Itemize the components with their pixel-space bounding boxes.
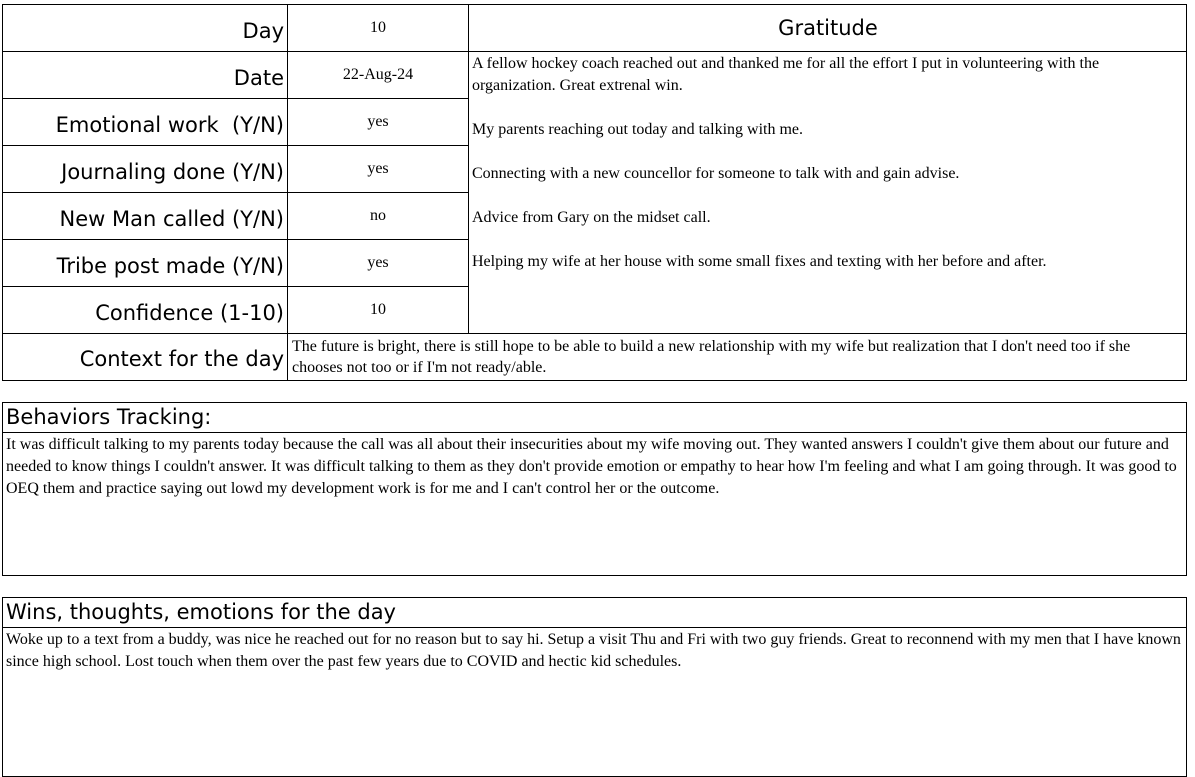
gratitude-item-4[interactable]: Advice from Gary on the midset call. xyxy=(472,209,711,226)
emotional-work-value[interactable]: yes xyxy=(367,112,389,130)
context-label: Context for the day xyxy=(79,346,284,371)
new-man-called-value[interactable]: no xyxy=(370,206,386,224)
journaling-label: Journaling done (Y/N) xyxy=(61,160,284,184)
wins-text[interactable]: Woke up to a text from a buddy, was nice he reached out for no reason but to say hi. Setup a visit Thu and Fri with two guy friends. Great to reconnend with my men that I have known since high school. Lost touch when them over the past few years due to COVID and hectic kid schedules. xyxy=(6,631,1181,670)
gratitude-title: Gratitude xyxy=(778,15,878,40)
date-label: Date xyxy=(233,66,284,90)
journaling-value[interactable]: yes xyxy=(367,159,389,177)
behaviors-title: Behaviors Tracking: xyxy=(6,405,212,429)
tribe-post-value[interactable]: yes xyxy=(367,253,389,271)
gratitude-item-1[interactable]: A fellow hockey coach reached out and thanked me for all the effort I put in volunteering with the organization. Great extrenal win. xyxy=(472,55,1100,94)
behaviors-text[interactable]: It was difficult talking to my parents today because the call was all about their insecurities about my wife moving out. They wanted answers I couldn't give them about our future and needed to know things I couldn't answer. It was difficult talking to them as they don't provide emotion or empathy to hear how I'm feeling and what I am going through. It was good to OEQ them and practice saying out lowd my development work is for me and I can't control her or the outcome. xyxy=(6,436,1177,497)
behaviors-header-line xyxy=(2,432,1187,433)
gratitude-item-2[interactable]: My parents reaching out today and talking with me. xyxy=(472,121,804,138)
tribe-post-label: Tribe post made (Y/N) xyxy=(56,254,284,278)
wins-header-line xyxy=(2,627,1187,628)
emotional-work-label: Emotional work (Y/N) xyxy=(55,113,284,137)
gratitude-item-5[interactable]: Helping my wife at her house with some small fixes and texting with her before and after. xyxy=(472,253,1047,270)
wins-section xyxy=(2,597,1187,777)
confidence-value[interactable]: 10 xyxy=(370,300,386,318)
date-value[interactable]: 22-Aug-24 xyxy=(342,65,414,83)
new-man-called-label: New Man called (Y/N) xyxy=(59,207,284,231)
gratitude-item-3[interactable]: Connecting with a new councellor for someone to talk with and gain advise. xyxy=(472,165,960,182)
day-value[interactable]: 10 xyxy=(370,18,386,36)
context-text[interactable]: The future is bright, there is still hope to be able to build a new relationship with my wife but realization that I don't need too if she chooses not too or if I'm not ready/able. xyxy=(292,338,1131,376)
day-label: Day xyxy=(242,19,284,43)
wins-title: Wins, thoughts, emotions for the day xyxy=(6,600,396,624)
confidence-label: Confidence (1-10) xyxy=(95,301,284,325)
